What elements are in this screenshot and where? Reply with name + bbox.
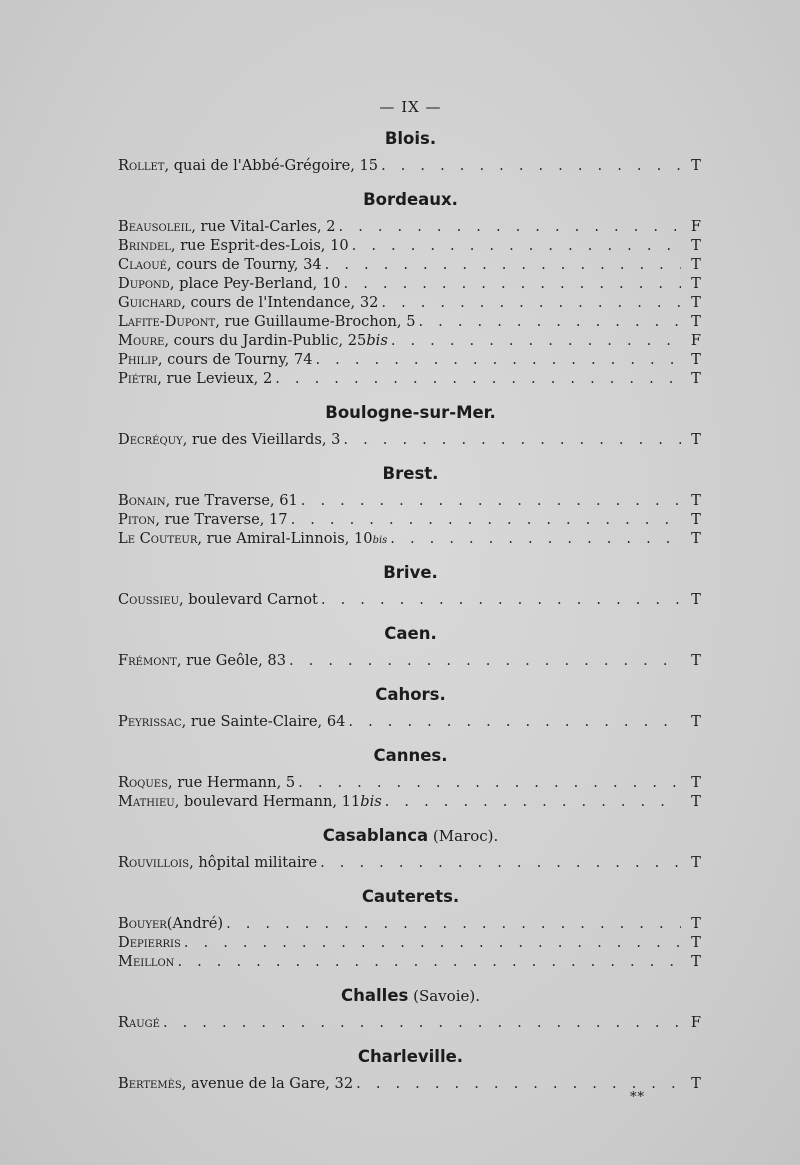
entry-name: Peyrissac	[118, 713, 182, 730]
entry-address: , rue Levieux, 2	[157, 370, 273, 387]
list-item	[118, 590, 703, 609]
entry-name: Beausoleil	[118, 218, 192, 235]
entry-address: , cours de l'Intendance, 32	[181, 294, 379, 311]
city-name: Bordeaux.	[363, 190, 458, 209]
entry-name: Rollet	[118, 157, 165, 174]
entry-name: Claoué	[118, 256, 167, 273]
list-item	[118, 312, 703, 331]
list-item	[118, 853, 703, 872]
entry-name: Frémont	[118, 652, 177, 669]
entry-name: Raugé	[118, 1014, 160, 1031]
entry-address: , rue Vital-Carles, 2	[191, 218, 336, 235]
city-name: Blois.	[384, 129, 437, 148]
list-item	[118, 331, 703, 350]
entry-address: , rue Guillaume-Brochon, 5	[215, 313, 416, 330]
dot-leader	[316, 350, 682, 369]
dot-leader	[298, 773, 681, 792]
entry-address: , rue Traverse, 17	[155, 511, 288, 528]
entry-code: T	[691, 713, 701, 730]
dot-leader	[381, 156, 681, 175]
entry-code: T	[691, 313, 701, 330]
entry-address: , rue Hermann, 5	[167, 774, 296, 791]
entry-code: T	[691, 237, 701, 254]
list-item	[118, 255, 703, 274]
entry-list	[118, 651, 703, 670]
entry-list	[118, 773, 703, 811]
list-item	[118, 369, 703, 388]
entry-code: T	[691, 256, 701, 273]
entry-list	[118, 712, 703, 731]
city-heading	[118, 985, 703, 1007]
dot-leader	[301, 491, 681, 510]
entry-name: Lafite-Dupont	[118, 313, 216, 330]
page-number: — IX —	[379, 98, 442, 116]
list-item	[118, 792, 703, 811]
entry-address: , quai de l'Abbé-Grégoire, 15	[164, 157, 379, 174]
entry-address: , rue Sainte-Claire, 64	[181, 713, 346, 730]
entry-name: Moure	[118, 332, 165, 349]
entry-code: T	[691, 492, 701, 509]
dot-leader	[275, 369, 681, 388]
entry-name: Mathieu	[118, 793, 175, 810]
list-item	[118, 430, 703, 449]
city-name: Challes	[341, 986, 409, 1005]
entry-list	[118, 853, 703, 872]
entry-code: T	[691, 511, 701, 528]
entry-address: (André)	[166, 915, 224, 932]
list-item	[118, 350, 703, 369]
list-item	[118, 510, 703, 529]
dot-leader	[325, 255, 681, 274]
entry-code: F	[690, 1014, 702, 1031]
entry-name: Meillon	[118, 953, 175, 970]
city-region: (Savoie).	[408, 987, 480, 1005]
list-item	[118, 651, 703, 670]
entry-code: T	[691, 530, 701, 547]
entry-address: , rue Geôle, 83	[176, 652, 286, 669]
entry-name: Bouyer	[118, 915, 167, 932]
city-heading	[118, 402, 703, 424]
entry-address: , rue des Vieillards, 3	[182, 431, 341, 448]
city-heading	[118, 623, 703, 645]
list-item: Le Couteur , rue Amiral-Linnois, 10 bis . . . T	[118, 529, 703, 548]
city-heading	[118, 886, 703, 908]
entry-code: T	[691, 294, 701, 311]
entry-list	[118, 430, 703, 449]
entry-address: , avenue de la Gare, 32	[181, 1075, 354, 1092]
entry-code: T	[691, 953, 701, 970]
dot-leader	[348, 712, 681, 731]
entry-name: Roques	[118, 774, 168, 791]
entry-code: T	[691, 1075, 701, 1092]
city-name: Boulogne-sur-Mer.	[325, 403, 496, 422]
dot-leader	[291, 510, 681, 529]
city-heading	[118, 825, 703, 847]
entry-code: T	[691, 774, 701, 791]
dot-leader	[289, 651, 681, 670]
entry-address: , boulevard Hermann, 11	[174, 793, 361, 810]
entry-code: T	[691, 431, 701, 448]
entry-name: Bertemès	[118, 1075, 182, 1092]
dot-leader	[163, 1013, 681, 1032]
list-item	[118, 1013, 703, 1032]
city-heading	[118, 189, 703, 211]
entry-list	[118, 914, 703, 971]
entry-list	[118, 590, 703, 609]
entry-address: , rue Esprit-des-Lois, 10	[170, 237, 349, 254]
list-item	[118, 293, 703, 312]
entry-code: T	[691, 652, 701, 669]
entry-name: Philip	[118, 351, 158, 368]
list-item	[118, 933, 703, 952]
entry-name: Brindel	[118, 237, 171, 254]
entry-list	[118, 1013, 703, 1032]
list-item	[118, 236, 703, 255]
entry-address-suffix: bis	[366, 332, 388, 349]
list-item	[118, 156, 703, 175]
list-item	[118, 712, 703, 731]
dot-leader	[390, 529, 681, 548]
dot-leader	[321, 590, 681, 609]
list-item	[118, 274, 703, 293]
city-heading	[118, 1046, 703, 1068]
entry-code: T	[691, 591, 701, 608]
dot-leader	[320, 853, 681, 872]
dot-leader	[226, 914, 681, 933]
entry-address: , rue Amiral-Linnois, 10	[197, 530, 373, 547]
city-name: Charleville.	[357, 1047, 464, 1066]
entry-address: , cours de Tourny, 34	[166, 256, 322, 273]
city-sections	[118, 128, 703, 1093]
list-item	[118, 773, 703, 792]
dot-leader	[177, 952, 681, 971]
city-name: Cauterets.	[361, 887, 460, 906]
city-name: Cahors.	[375, 685, 446, 704]
entry-code: T	[691, 370, 701, 387]
dot-leader	[343, 430, 681, 449]
entry-name: Piétri	[118, 370, 158, 387]
entry-address-suffix: bis	[360, 793, 382, 810]
entry-name: Decréquy	[118, 431, 183, 448]
entry-address: , boulevard Carnot	[179, 591, 318, 608]
city-heading	[118, 128, 703, 150]
entry-name: Bonain	[118, 492, 166, 509]
footer-mark: **	[630, 1090, 645, 1105]
entry-code: T	[691, 854, 701, 871]
city-region: (Maroc).	[428, 827, 499, 845]
city-name: Brest.	[382, 464, 439, 483]
dot-leader	[352, 236, 681, 255]
city-heading	[118, 463, 703, 485]
city-heading	[118, 684, 703, 706]
entry-code: F	[690, 218, 702, 235]
entry-code: T	[691, 351, 701, 368]
entry-code: T	[691, 157, 701, 174]
city-heading	[118, 562, 703, 584]
city-name: Brive.	[383, 563, 438, 582]
entry-code: T	[691, 793, 701, 810]
dot-leader	[339, 217, 681, 236]
dot-leader	[344, 274, 681, 293]
dot-leader	[385, 792, 681, 811]
entry-name: Depierris	[118, 934, 181, 951]
dot-leader	[419, 312, 682, 331]
directory-content	[118, 98, 703, 1107]
list-item	[118, 1074, 703, 1093]
list-item	[118, 217, 703, 236]
list-item	[118, 491, 703, 510]
city-name: Casablanca	[322, 826, 429, 845]
dot-leader	[184, 933, 681, 952]
entry-code: F	[690, 332, 702, 349]
entry-name: Le Couteur	[118, 530, 198, 547]
entry-list	[118, 491, 703, 548]
entry-list	[118, 1074, 703, 1093]
entry-name: Coussieu	[118, 591, 179, 608]
entry-address: , cours du Jardin-Public, 25	[164, 332, 367, 349]
city-name: Caen.	[384, 624, 437, 643]
entry-code: T	[691, 915, 701, 932]
entry-name: Guichard	[118, 294, 182, 311]
entry-address: , hôpital militaire	[189, 854, 318, 871]
entry-address: , rue Traverse, 61	[165, 492, 298, 509]
entry-list	[118, 156, 703, 175]
list-item	[118, 952, 703, 971]
entry-name: Dupond	[118, 275, 170, 292]
entry-list	[118, 217, 703, 388]
city-name: Cannes.	[373, 746, 448, 765]
entry-name: Rouvillois	[118, 854, 190, 871]
entry-code: T	[691, 934, 701, 951]
entry-code: T	[691, 275, 701, 292]
dot-leader	[381, 293, 681, 312]
dot-leader	[391, 331, 681, 350]
city-heading	[118, 745, 703, 767]
entry-address: , place Pey-Berland, 10	[169, 275, 341, 292]
entry-address: , cours de Tourny, 74	[157, 351, 313, 368]
entry-name: Piton	[118, 511, 156, 528]
list-item	[118, 914, 703, 933]
